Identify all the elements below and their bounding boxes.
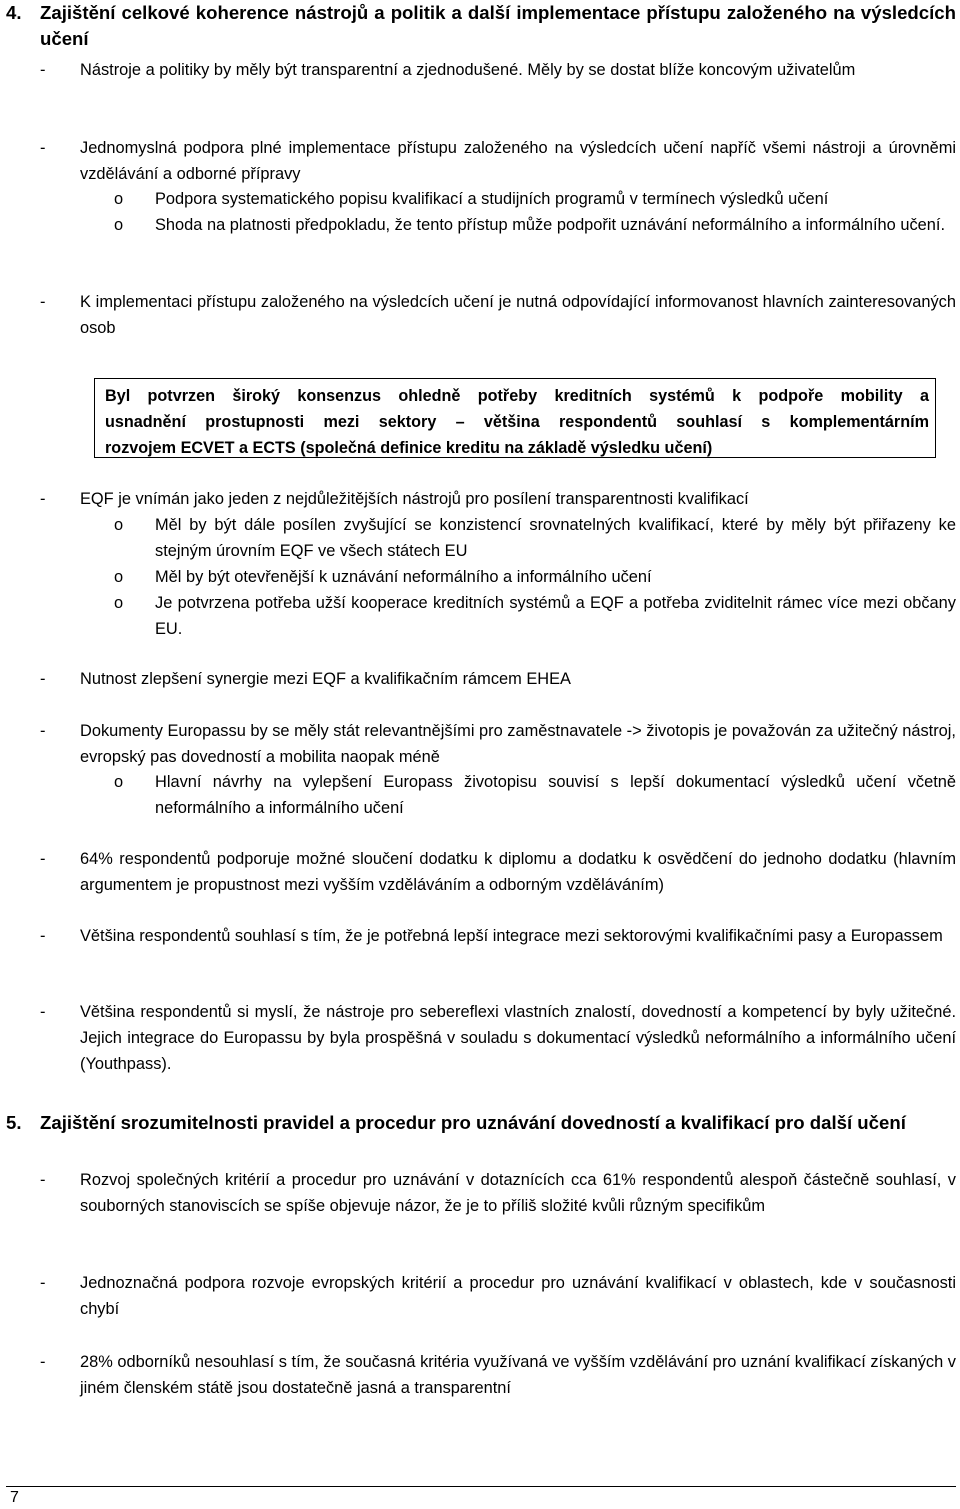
section-number: 4. (6, 2, 22, 23)
list-item (40, 923, 956, 949)
section-4-heading (6, 0, 956, 52)
dash-marker: - (40, 293, 46, 311)
list-item-text: Rozvoj společných kritérií a procedur pro uznávání v dotaznících cca 61% respondentů alespoň částečně souhlasí, v souborných stanoviscích se spíše objevuje názor, že je to příliš složité kvůli různým specifikům (80, 1171, 956, 1215)
dash-marker: - (40, 490, 46, 508)
list-item-text: 64% respondentů podporuje možné sloučení dodatku k diplomu a dodatku k osvědčení do jednoho dodatku (hlavním argumentem je propustnost mezi vyšším vzděláváním a odborným vzděláváním) (80, 850, 956, 894)
list-item (40, 846, 956, 898)
dash-marker: - (40, 1274, 46, 1292)
list-item (40, 1270, 956, 1322)
sub-list-item (114, 564, 956, 590)
list-item-text: Jednomyslná podpora plné implementace přístupu založeného na výsledcích učení napříč všemi nástroji a úrovněmi vzdělávání a odborné přípravy (80, 139, 956, 183)
sub-list-item-text: Měl by být dále posílen zvyšující se konzistencí srovnatelných kvalifikací, které by měly být přiřazeny ke stejným úrovním EQF ve všech státech EU (155, 516, 956, 560)
list-item (40, 718, 956, 770)
list-item (40, 1349, 956, 1401)
dash-marker: - (40, 927, 46, 945)
section-title: Zajištění celkové koherence nástrojů a politik a další implementace přístupu založeného na výsledcích učení (40, 2, 956, 49)
list-item-text: Dokumenty Europassu by se měly stát relevantnějšími pro zaměstnavatele -> životopis je považován za užitečný nástroj, evropský pas dovedností a mobilita naopak méně (80, 722, 956, 766)
section-number: 5. (6, 1112, 22, 1133)
list-item-text: 28% odborníků nesouhlasí s tím, že současná kritéria využívaná ve vyšším vzdělávání pro uznání kvalifikací získaných v jiném členském státě jsou dostatečně jasná a transparentní (80, 1353, 956, 1397)
list-item-text: Nutnost zlepšení synergie mezi EQF a kvalifikačním rámcem EHEA (80, 670, 571, 688)
bullet-marker: o (114, 773, 124, 791)
list-item (40, 999, 956, 1077)
sub-list-item-text: Je potvrzena potřeba užší kooperace kreditních systémů a EQF a potřeba zviditelnit rámec více mezi občany EU. (155, 594, 956, 638)
bullet-marker: o (114, 516, 124, 534)
dash-marker: - (40, 1003, 46, 1021)
sub-list-item-text: Hlavní návrhy na vylepšení Europass životopisu souvisí s lepší dokumentací výsledků učení včetně neformálního a informálního učení (155, 773, 956, 817)
bullet-marker: o (114, 216, 124, 234)
bullet-marker: o (114, 594, 124, 612)
list-item (40, 486, 956, 512)
highlight-box (94, 378, 936, 458)
list-item (40, 666, 956, 692)
sub-list-item-text: Shoda na platnosti předpokladu, že tento přístup může podpořit uznávání neformálního a informálního učení. (155, 216, 945, 234)
section-title: Zajištění srozumitelnosti pravidel a procedur pro uznávání dovedností a kvalifikací pro další učení (40, 1112, 906, 1133)
sub-list-item (114, 769, 956, 821)
sub-list-item (114, 186, 956, 212)
list-item-text: Nástroje a politiky by měly být transparentní a zjednodušené. Měly by se dostat blíže koncovým uživatelům (80, 61, 856, 79)
list-item (40, 1167, 956, 1219)
list-item (40, 135, 956, 187)
dash-marker: - (40, 850, 46, 868)
sub-list-item-text: Podpora systematického popisu kvalifikací a studijních programů v termínech výsledků učení (155, 190, 829, 208)
footer-divider (6, 1486, 956, 1487)
bullet-marker: o (114, 568, 124, 586)
highlight-line: rozvojem ECVET a ECTS (společná definice kreditu na základě výsledku učení) (105, 439, 713, 457)
dash-marker: - (40, 1353, 46, 1371)
sub-list-item (114, 590, 956, 642)
list-item-text: Většina respondentů si myslí, že nástroje pro sebereflexi vlastních znalostí, dovedností a kompetencí by byly užitečné. Jejich integrace do Europassu by byla prospěšná v souladu s dokumentací výsledků neformálního a informálního učení (Youthpass). (80, 1003, 956, 1073)
dash-marker: - (40, 670, 46, 688)
list-item (40, 57, 956, 83)
list-item (40, 289, 956, 341)
sub-list-item-text: Měl by být otevřenější k uznávání neformálního a informálního učení (155, 568, 652, 586)
sub-list-item (114, 512, 956, 564)
dash-marker: - (40, 139, 46, 157)
dash-marker: - (40, 61, 46, 79)
dash-marker: - (40, 1171, 46, 1189)
list-item-text: K implementaci přístupu založeného na výsledcích učení je nutná odpovídající informovanost hlavních zainteresovaných osob (80, 293, 956, 337)
list-item-text: Většina respondentů souhlasí s tím, že je potřebná lepší integrace mezi sektorovými kvalifikačními pasy a Europassem (80, 927, 943, 945)
list-item-text: EQF je vnímán jako jeden z nejdůležitějších nástrojů pro posílení transparentnosti kvalifikací (80, 490, 749, 508)
list-item-text: Jednoznačná podpora rozvoje evropských kritérií a procedur pro uznávání kvalifikací v oblastech, kde v současnosti chybí (80, 1274, 956, 1318)
highlight-line: Byl potvrzen široký konsenzus ohledně potřeby kreditních systémů k podpoře mobility a (105, 387, 929, 405)
dash-marker: - (40, 722, 46, 740)
page-number: 7 (10, 1489, 19, 1506)
section-5-heading (6, 1110, 956, 1136)
highlight-line: usnadnění prostupnosti mezi sektory – většina respondentů souhlasí s komplementárním (105, 413, 929, 431)
sub-list-item (114, 212, 956, 238)
bullet-marker: o (114, 190, 124, 208)
